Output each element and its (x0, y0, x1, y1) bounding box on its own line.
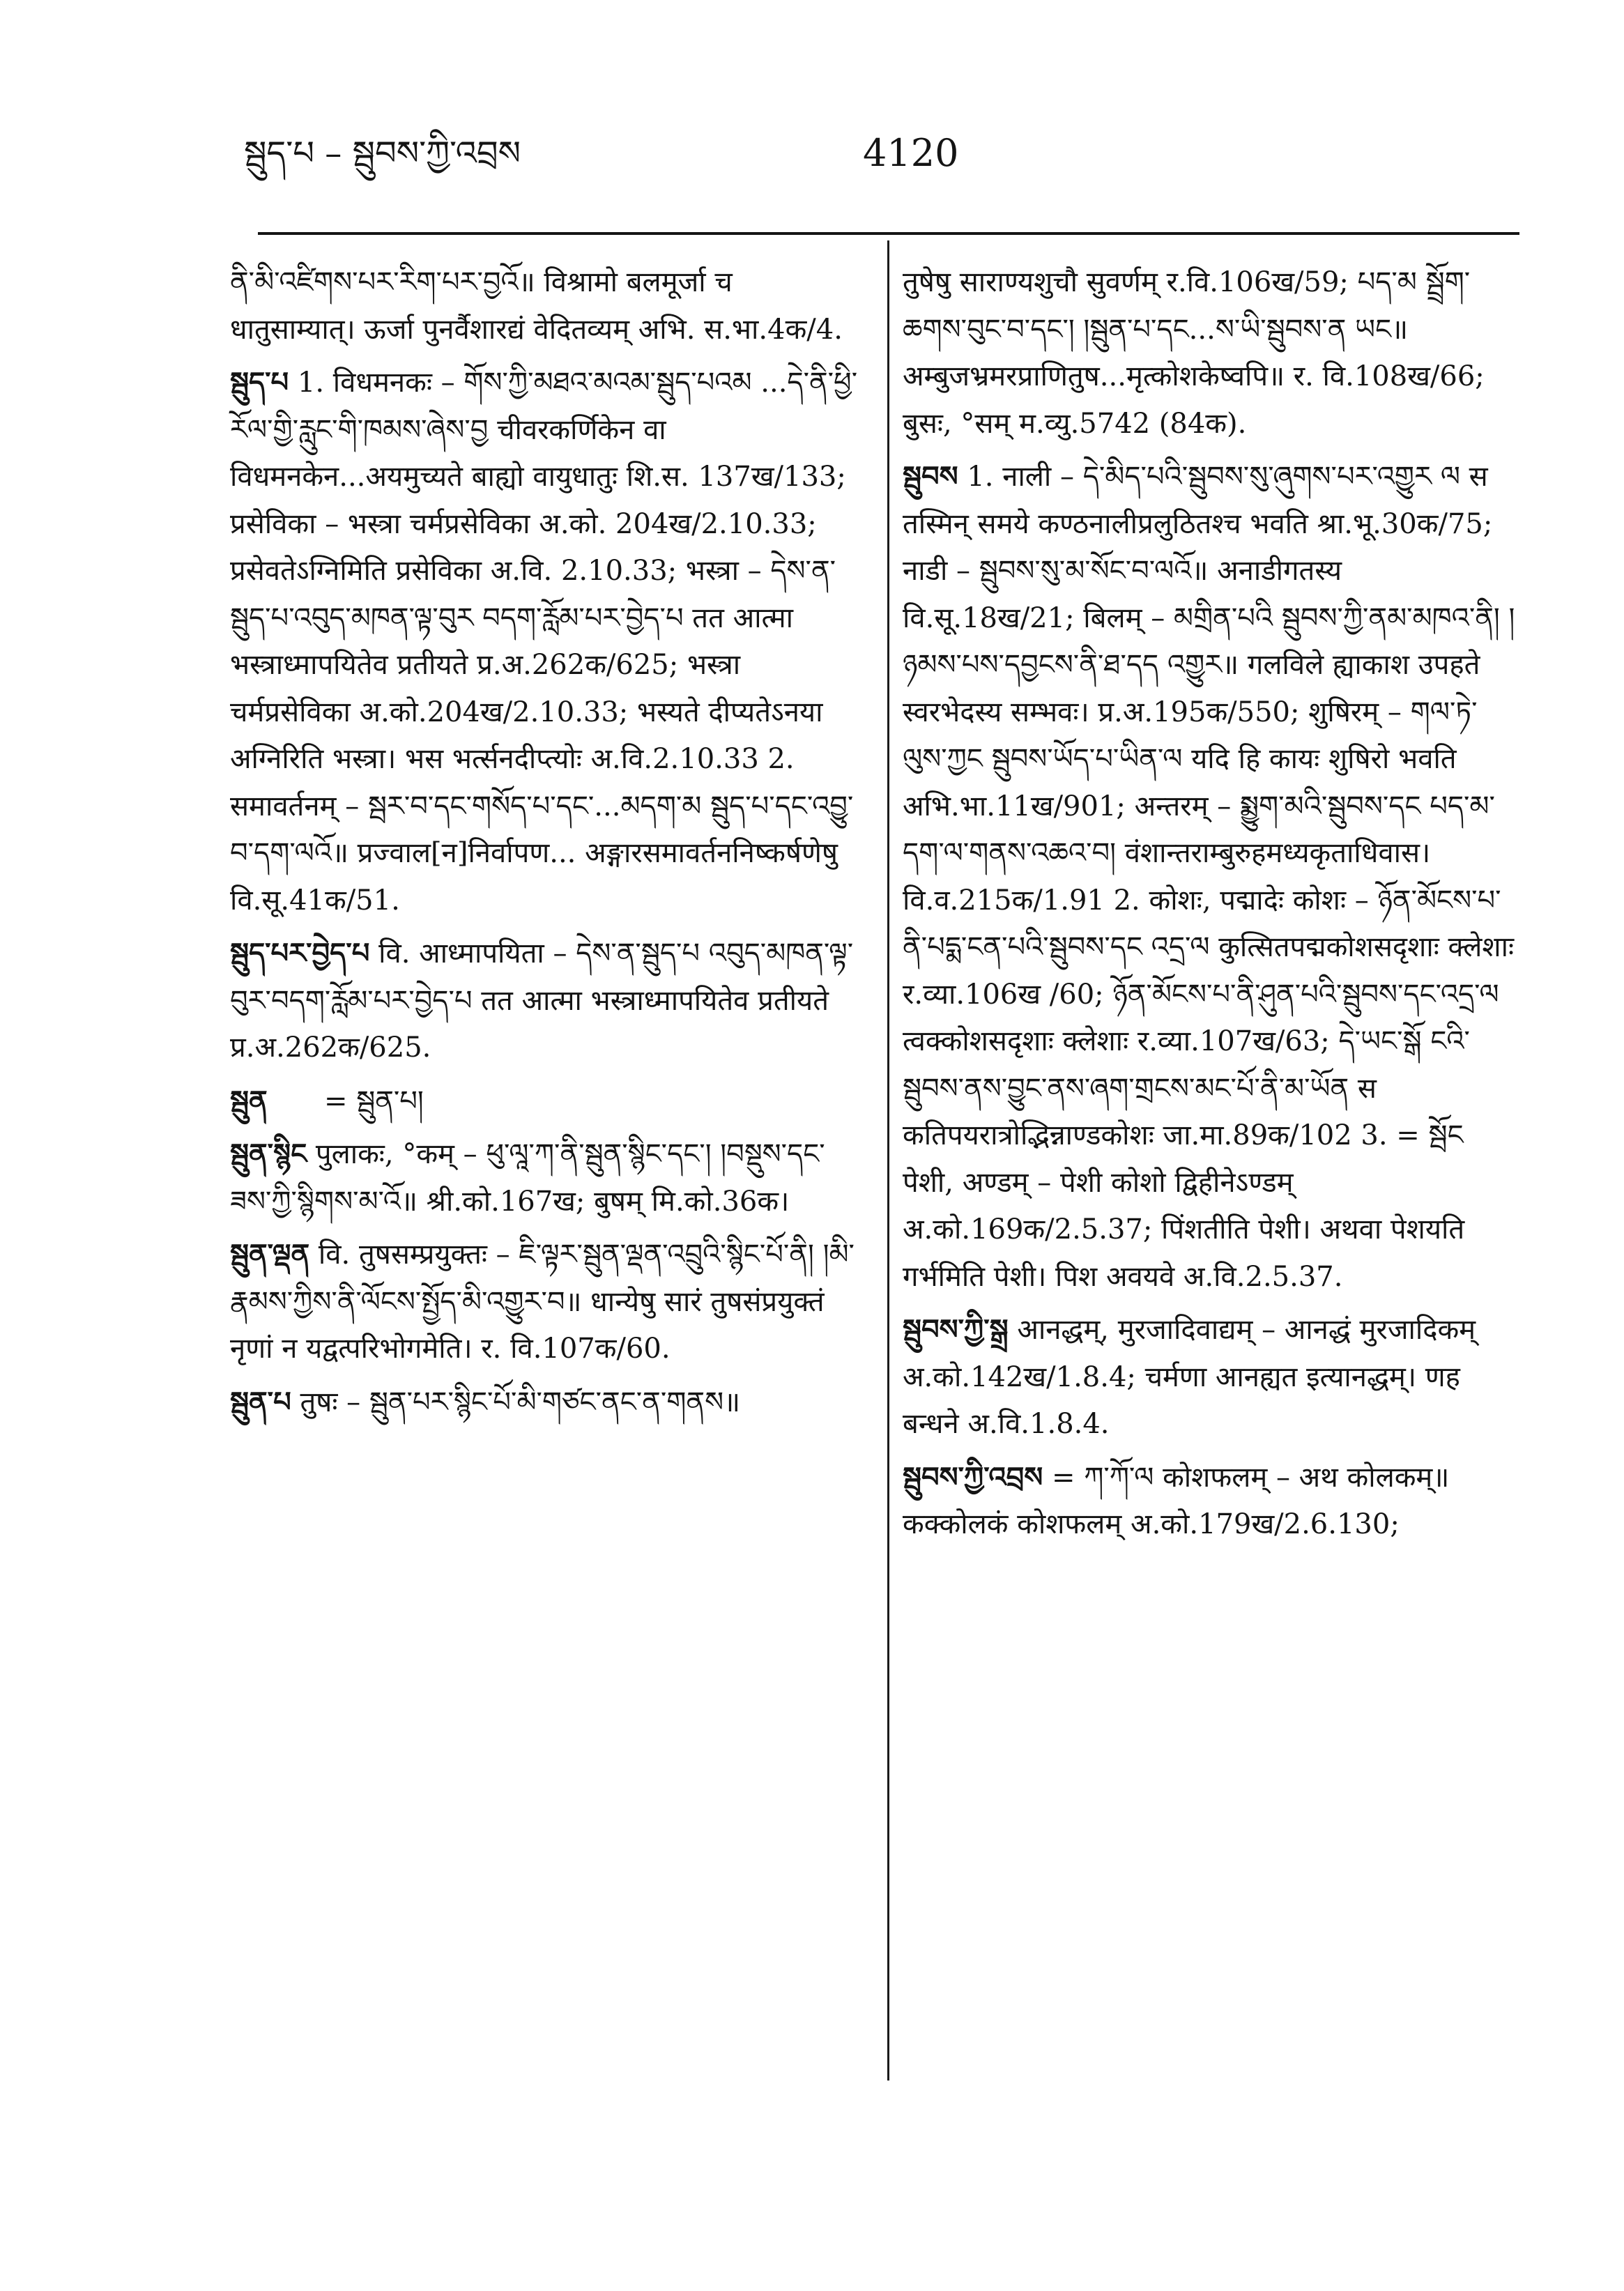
entry-text: वि. आध्मापयिता – དེས་ན་སྦུད་པ འབུད་མཁན་ལྟ་བུར་བདག་རློམ་པར་བྱེད་པ तत आत्मा भस्त्राध्मापयितेव प्रतीयते प्र.अ.262क/625. (230, 937, 854, 1064)
entry-text: तुषः – སྦུན་པར་སྙིང་པོ་མི་གཙང་ནང་ན་གནས॥ (300, 1386, 741, 1418)
dictionary-entry (230, 1131, 864, 1225)
headword: སྦུན (230, 1084, 268, 1117)
headword: སྦུབས་ཀྱི་འབྲས (903, 1460, 1043, 1494)
entry-text: आनद्धम्, मुरजादिवाद्यम् – आनद्धं मुरजादिकम् अ.को.142ख/1.8.4; चर्मणा आनह्यत इत्यानद्धम्। णह बन्धने अ.वि.1.8.4. (903, 1314, 1476, 1440)
dictionary-entry (903, 1306, 1519, 1448)
left-column (230, 259, 864, 1432)
headword: སྦུད་པ (230, 366, 289, 399)
dictionary-entry (903, 1454, 1519, 1549)
entry-text: = སྦུན་པ། (323, 1085, 424, 1117)
headword: སྦུན་པ (230, 1385, 291, 1418)
dictionary-entry (230, 1078, 864, 1126)
header-rule (258, 232, 1519, 235)
entry-continuation (230, 259, 864, 353)
running-header: སྦུད་པ – སྦུབས་ཀྱི་འབྲས (244, 134, 521, 173)
entry-text: पुलाकः, °कम् – ཕུ་ལཱ་ཀ་ནི་སྦུན་སྙིང་དང་། །བསྡུས་དང་ཟས་ཀྱི་སྙིགས་མ་འོ॥ श्री.को.167ख; बुषम् मि.को.36क। (230, 1138, 825, 1218)
dictionary-entry (230, 930, 864, 1072)
headword: སྦུབས (903, 460, 958, 493)
entry-text: 1. नाली – དེ་མིད་པའི་སྦུབས་སུ་ཞུགས་པར་འགྱུར ལ स तस्मिन् समये कण्ठनालीप्रलुठितश्च भवति श्रा.भू.30क/75; नाडी – སྦུབས་སུ་མ་སོང་བ་ལའོ॥ अनाडीगतस्य वि.सू.18ख/21; बिलम् – མགྲིན་པའི སྦུབས་ཀྱི་ནམ་མཁའ་ནི། །ཉམས་པས་དབྱངས་ནི་ཐ་དད འགྱུར॥ गलविले ह्याकाश उपहते स्वरभेदस्य सम्भवः। प्र.अ.195क/550; शुषिरम् – གལ་ཏེ་ལུས་ཀྱང སྦུབས་ཡོད་པ་ཡིན་ལ यदि हि कायः शुषिरो भवति अभि.भा.11ख/901; अन्तरम् – སྨྱུག་མའི་སྦུབས་དང པད་མ་དག་ལ་གནས་འཆའ་བ། वंशान्तराम्बुरुहमध्यकृताधिवास। वि.व.215क/1.91 2. कोशः, पद्मादेः कोशः – ཉོན་མོངས་པ་ནི་པདྨ་ངན་པའི་སྦུབས་དང འདྲ་ལ कुत्सितपद्मकोशसदृशाः क्लेशाः र.व्या.106ख /60; ཉོན་མོངས་པ་ནི་ཤུན་པའི་སྦུབས་དང་འདྲ་ལ त्वक्कोशसदृशाः क्लेशाः र.व्या.107ख/63; དེ་ཡང་སྒོ ངའི་སྦུབས་ནས་བྱུང་ནས་ཞག་གྲངས་མང་པོ་ནི་མ་ཡོན स कतिपयरात्रोद्भिन्नाण्डकोशः जा.मा.89क/102 3. = སྦོང पेशी, अण्डम् – पेशी कोशो द्विहीनेऽण्डम् अ.को.169क/2.5.37; पिंशतीति पेशी। अथवा पेशयति गर्भमिति पेशी। पिश अवयवे अ.वि.2.5.37. (903, 461, 1515, 1293)
entry-text: तुषेषु साराण्यशुचौ सुवर्णम् र.वि.106ख/59; པད་མ སྦྲོག་ཆགས་བུང་བ་དང་། །སྦུན་པ་དང...ས་ཡི་སྦུབས་ན ཡང॥ अम्बुजभ्रमरप्राणितुष...मृत्कोशकेष्वपि॥ र. वि.108ख/66; बुसः, °सम् म.व्यु.5742 (84क). (903, 266, 1485, 440)
headword: སྦུབས་ཀྱི་སྒྲ (903, 1313, 1009, 1346)
page-number: 4120 (863, 131, 959, 175)
entry-continuation (903, 259, 1519, 447)
dictionary-entry (230, 359, 864, 924)
dictionary-entry (230, 1379, 864, 1427)
right-column (903, 259, 1519, 1554)
entry-text: = ཀ་ཀོ་ལ कोशफलम् – अथ कोलकम्॥ कक्कोलकं कोशफलम् अ.को.179ख/2.6.130; (903, 1461, 1450, 1540)
column-divider (887, 240, 889, 2081)
entry-text: ནི་མི་འཛིགས་པར་རིག་པར་བྱའོ॥ विश्रामो बलमूर्जा च धातुसाम्यात्। ऊर्जा पुनर्वैशारद्यं वेदितव्यम् अभि. स.भा.4क/4. (230, 266, 843, 346)
headword: སྦུན་སྙིང (230, 1137, 307, 1170)
entry-text: 1. विधमनकः – གོས་ཀྱི་མཐའ་མའམ་སྦུད་པའམ ...དེ་ནི་ཕྱི་རོལ་གྱི་རླུང་གི་ཁམས་ཞེས་བྱ चीवरकर्णिकेन वा विधमनकेन...अयमुच्यते बाह्यो वायुधातुः शि.स. 137ख/133; प्रसेविका – भस्त्रा चर्मप्रसेविका अ.को. 204ख/2.10.33; प्रसेवतेऽग्निमिति प्रसेविका अ.वि. 2.10.33; भस्त्रा – དེས་ན་སྦུད་པ་འབུད་མཁན་ལྟ་བུར བདག་རློམ་པར་བྱེད་པ तत आत्मा भस्त्राध्मापयितेव प्रतीयते प्र.अ.262क/625; भस्त्रा चर्मप्रसेविका अ.को.204ख/2.10.33; भस्यते दीप्यतेऽनया अग्निरिति भस्त्रा। भस भर्त्सनदीप्त्योः अ.वि.2.10.33 2. समावर्तनम् – སྦར་བ་དང་གསོད་པ་དང་...མདག་མ སྦུད་པ་དང་འབྱུ་བ་དག་ལའོ॥ प्रज्वाल[न]निर्वापण... अङ्गारसमावर्तननिष्कर्षणेषु वि.सू.41क/51. (230, 367, 858, 917)
headword: སྦུད་པར་བྱེད་པ (230, 937, 370, 970)
dictionary-entry (903, 453, 1519, 1301)
entry-text: वि. तुषसम्प्रयुक्तः – ཇི་ལྟར་སྦུན་ལྡན་འབྲུའི་སྙིང་པོ་ནི། །མི་རྣམས་ཀྱིས་ནི་ལོངས་སྤྱོད་མི་འགྱུར་བ॥ धान्येषु सारं तुषसंप्रयुक्तं नृणां न यद्वत्परिभोगमेति। र. वि.107क/60. (230, 1239, 855, 1365)
headword: སྦུན་ལྡན (230, 1238, 310, 1271)
dictionary-entry (230, 1231, 864, 1373)
